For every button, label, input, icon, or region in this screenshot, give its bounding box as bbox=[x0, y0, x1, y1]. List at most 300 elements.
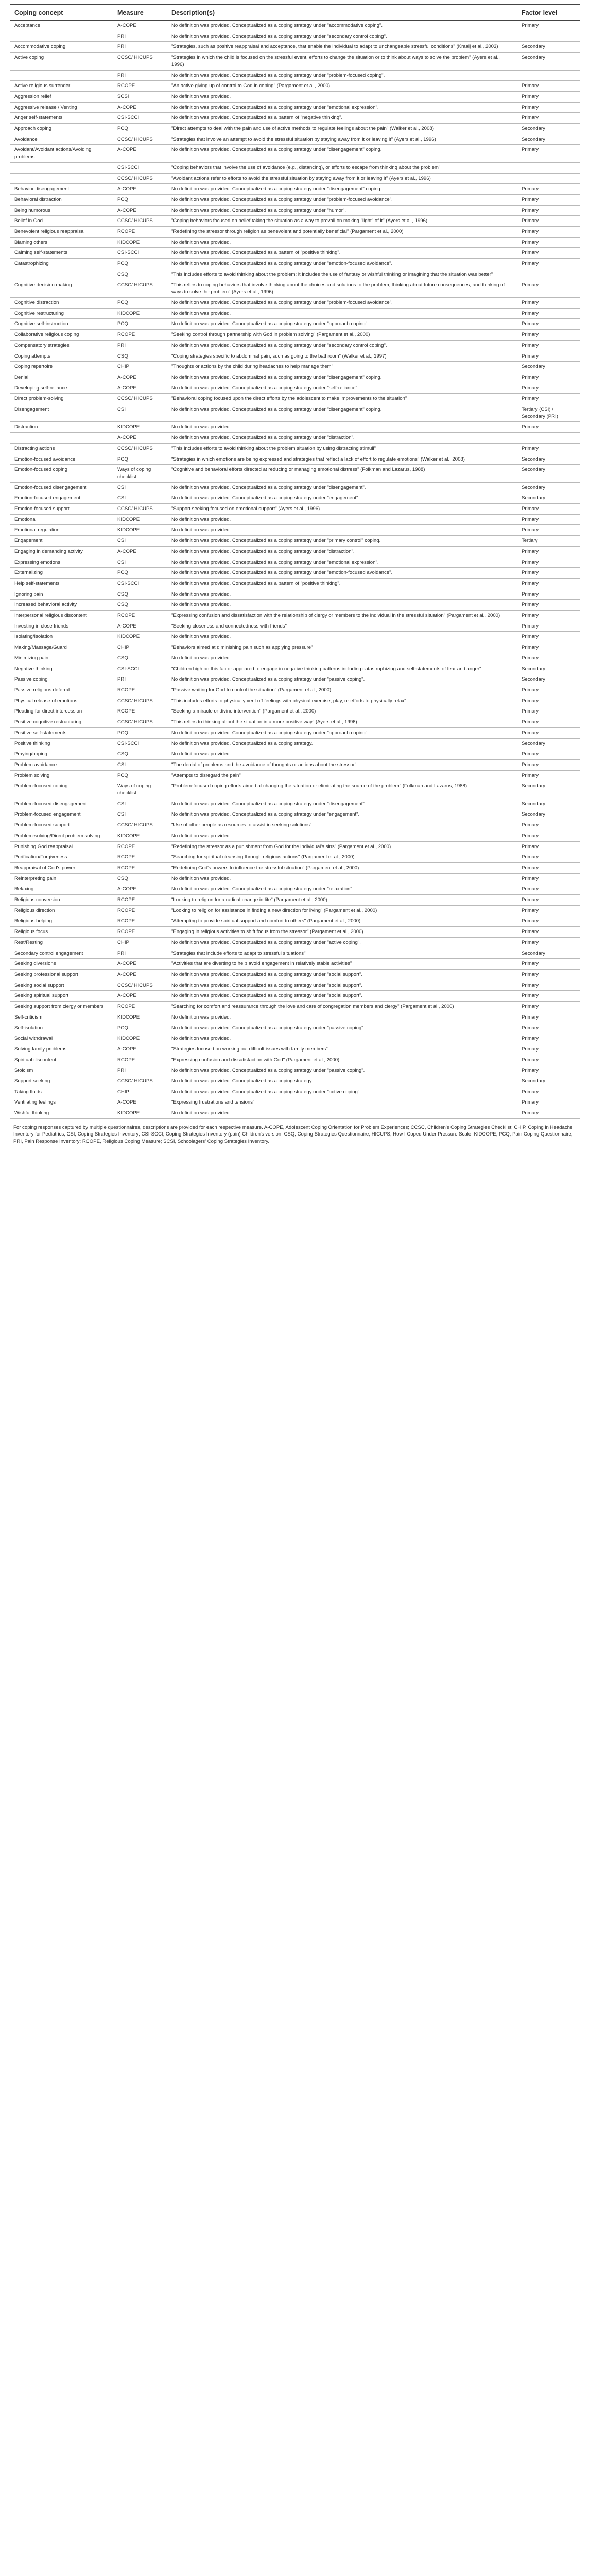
table-row bbox=[10, 873, 580, 884]
coping-concept-cell: Emotional bbox=[10, 514, 113, 525]
measure-cell: CSI bbox=[113, 759, 167, 770]
factor-level-cell: Primary bbox=[517, 927, 580, 938]
description-cell: "Engaging in religious activities to shift focus from the stressor" (Pargament et al., 2000) bbox=[167, 927, 517, 938]
measure-cell: CCSC/ HICUPS bbox=[113, 820, 167, 831]
measure-cell: PCQ bbox=[113, 194, 167, 205]
table-row bbox=[10, 1033, 580, 1044]
table-row bbox=[10, 862, 580, 873]
description-cell: No definition was provided. Conceptualized as a coping strategy under "approach coping". bbox=[167, 319, 517, 330]
factor-level-cell: Primary bbox=[517, 194, 580, 205]
coping-concept-cell: Benevolent religious reappraisal bbox=[10, 227, 113, 238]
measure-cell: CHIP bbox=[113, 1087, 167, 1097]
measure-cell: PCQ bbox=[113, 727, 167, 738]
description-cell: No definition was provided. Conceptualized as a coping strategy under "disengagement". bbox=[167, 482, 517, 493]
measure-cell: CSI-SCCI bbox=[113, 248, 167, 259]
factor-level-cell: Secondary bbox=[517, 781, 580, 799]
table-row bbox=[10, 738, 580, 749]
coping-concept-cell: Denial bbox=[10, 372, 113, 383]
measure-cell: KIDCOPE bbox=[113, 1108, 167, 1119]
factor-level-cell: Primary bbox=[517, 916, 580, 927]
description-cell: No definition was provided. Conceptualized as a pattern of "positive thinking". bbox=[167, 248, 517, 259]
measure-cell: Ways of coping checklist bbox=[113, 465, 167, 482]
factor-level-cell: Secondary bbox=[517, 454, 580, 465]
description-cell: "Cognitive and behavioral efforts directed at reducing or managing emotional distress" (Folkman and Lazarus, 1988) bbox=[167, 465, 517, 482]
factor-level-cell: Primary bbox=[517, 685, 580, 696]
table-row bbox=[10, 42, 580, 53]
factor-level-cell: Primary bbox=[517, 884, 580, 895]
measure-cell: KIDCOPE bbox=[113, 237, 167, 248]
coping-concept-cell: Problem avoidance bbox=[10, 759, 113, 770]
table-row bbox=[10, 308, 580, 319]
description-cell: "Strategies, such as positive reappraisal and acceptance, that enable the individual to adapt to unchangeable stressful conditions" (Kraaij et al., 2003) bbox=[167, 42, 517, 53]
table-row bbox=[10, 916, 580, 927]
description-cell: No definition was provided. Conceptualized as a coping strategy under "passive coping". bbox=[167, 1023, 517, 1033]
table-row bbox=[10, 632, 580, 642]
header-coping-concept: Coping concept bbox=[10, 5, 113, 21]
factor-level-cell: Primary bbox=[517, 905, 580, 916]
measure-cell: PRI bbox=[113, 1065, 167, 1076]
coping-concept-cell: Cognitive decision making bbox=[10, 280, 113, 297]
measure-cell: CHIP bbox=[113, 642, 167, 653]
factor-level-cell: Primary bbox=[517, 1055, 580, 1065]
table-row bbox=[10, 809, 580, 820]
measure-cell: A-COPE bbox=[113, 1097, 167, 1108]
description-cell: No definition was provided. Conceptualized as a coping strategy under "problem-focused avoidance". bbox=[167, 297, 517, 308]
measure-cell: CCSC/ HICUPS bbox=[113, 280, 167, 297]
factor-level-cell: Primary bbox=[517, 319, 580, 330]
table-row bbox=[10, 102, 580, 113]
measure-cell: CCSC/ HICUPS bbox=[113, 394, 167, 404]
coping-concept-cell: Engaging in demanding activity bbox=[10, 546, 113, 557]
measure-cell: KIDCOPE bbox=[113, 632, 167, 642]
factor-level-cell: Primary bbox=[517, 759, 580, 770]
coping-concept-cell: Purification/Forgiveness bbox=[10, 852, 113, 863]
measure-cell: RCOPE bbox=[113, 611, 167, 621]
description-cell: No definition was provided. bbox=[167, 422, 517, 433]
table-row bbox=[10, 70, 580, 81]
measure-cell: Ways of coping checklist bbox=[113, 781, 167, 799]
description-cell: "This refers to coping behaviors that involve thinking about the choices and solutions to the problem; thinking about future consequences, and thinking of ways to solve the problem" (Ayers et al., 1996) bbox=[167, 280, 517, 297]
table-row bbox=[10, 31, 580, 42]
coping-concept-cell: Physical release of emotions bbox=[10, 696, 113, 706]
table-row bbox=[10, 546, 580, 557]
factor-level-cell: Primary bbox=[517, 937, 580, 948]
table-row bbox=[10, 1012, 580, 1023]
coping-concept-cell: Interpersonal religious discontent bbox=[10, 611, 113, 621]
description-cell: No definition was provided. Conceptualized as a coping strategy under "distraction". bbox=[167, 546, 517, 557]
factor-level-cell: Primary bbox=[517, 351, 580, 362]
coping-concept-cell: Disengagement bbox=[10, 404, 113, 422]
description-cell: No definition was provided. Conceptualized as a coping strategy. bbox=[167, 1076, 517, 1087]
factor-level-cell: Primary bbox=[517, 600, 580, 611]
description-cell: No definition was provided. Conceptualized as a coping strategy under "relaxation". bbox=[167, 884, 517, 895]
coping-concept-cell: Seeking support from clergy or members bbox=[10, 1002, 113, 1012]
table-row bbox=[10, 969, 580, 980]
factor-level-cell: Primary bbox=[517, 1065, 580, 1076]
measure-cell: A-COPE bbox=[113, 621, 167, 632]
description-cell: "Support seeking focused on emotional support" (Ayers et al., 1996) bbox=[167, 504, 517, 515]
measure-cell: RCOPE bbox=[113, 227, 167, 238]
description-cell: No definition was provided. bbox=[167, 589, 517, 600]
factor-level-cell: Primary bbox=[517, 504, 580, 515]
factor-level-cell: Primary bbox=[517, 969, 580, 980]
description-cell: "Behavioral coping focused upon the direct efforts by the adolescent to make improvements to the situation" bbox=[167, 394, 517, 404]
coping-concept-cell: Calming self-statements bbox=[10, 248, 113, 259]
table-row bbox=[10, 124, 580, 134]
table-row bbox=[10, 1108, 580, 1119]
table-row bbox=[10, 727, 580, 738]
table-row bbox=[10, 216, 580, 227]
description-cell: "The denial of problems and the avoidance of thoughts or actions about the stressor" bbox=[167, 759, 517, 770]
table-body bbox=[10, 21, 580, 1119]
measure-cell: CSI-SCCI bbox=[113, 578, 167, 589]
table-row bbox=[10, 383, 580, 394]
measure-cell: A-COPE bbox=[113, 969, 167, 980]
table-row bbox=[10, 394, 580, 404]
factor-level-cell: Secondary bbox=[517, 53, 580, 70]
coping-concept-cell: Problem-solving/Direct problem solving bbox=[10, 831, 113, 841]
description-cell: No definition was provided. bbox=[167, 600, 517, 611]
factor-level-cell: Primary bbox=[517, 443, 580, 454]
measure-cell: PCQ bbox=[113, 297, 167, 308]
table-row bbox=[10, 259, 580, 269]
table-row bbox=[10, 770, 580, 781]
coping-concept-cell: Ventilating feelings bbox=[10, 1097, 113, 1108]
table-row bbox=[10, 362, 580, 372]
table-row bbox=[10, 696, 580, 706]
coping-concept-cell: Stoicism bbox=[10, 1065, 113, 1076]
description-cell: "Strategies focused on working out difficult issues with family members" bbox=[167, 1044, 517, 1055]
measure-cell: CCSC/ HICUPS bbox=[113, 216, 167, 227]
factor-level-cell: Primary bbox=[517, 308, 580, 319]
factor-level-cell: Tertiary (CSI) / Secondary (PRI) bbox=[517, 404, 580, 422]
table-row bbox=[10, 330, 580, 341]
measure-cell: CCSC/ HICUPS bbox=[113, 53, 167, 70]
measure-cell: A-COPE bbox=[113, 959, 167, 970]
table-row bbox=[10, 21, 580, 31]
measure-cell: A-COPE bbox=[113, 184, 167, 195]
table-row bbox=[10, 280, 580, 297]
description-cell: No definition was provided. Conceptualized as a pattern of "positive thinking". bbox=[167, 578, 517, 589]
coping-concept-cell bbox=[10, 70, 113, 81]
table-row bbox=[10, 706, 580, 717]
measure-cell: CSI bbox=[113, 809, 167, 820]
table-row bbox=[10, 504, 580, 515]
description-cell: "Strategies in which emotions are being expressed and strategies that reflect a lack of effort to regulate emotions" (Walker et al., 2008) bbox=[167, 454, 517, 465]
table-row bbox=[10, 340, 580, 351]
measure-cell: RCOPE bbox=[113, 916, 167, 927]
measure-cell: A-COPE bbox=[113, 991, 167, 1002]
measure-cell: CSI bbox=[113, 482, 167, 493]
description-cell: No definition was provided. bbox=[167, 749, 517, 760]
coping-concept-cell: Seeking spiritual support bbox=[10, 991, 113, 1002]
coping-concept-cell: Positive thinking bbox=[10, 738, 113, 749]
measure-cell: RCOPE bbox=[113, 1002, 167, 1012]
measure-cell: PCQ bbox=[113, 770, 167, 781]
coping-concept-cell: Social withdrawal bbox=[10, 1033, 113, 1044]
description-cell: No definition was provided. Conceptualized as a coping strategy under "emotional expression". bbox=[167, 102, 517, 113]
description-cell: No definition was provided. Conceptualized as a coping strategy under "primary control" coping. bbox=[167, 536, 517, 547]
table-row bbox=[10, 482, 580, 493]
factor-level-cell: Primary bbox=[517, 727, 580, 738]
factor-level-cell: Primary bbox=[517, 696, 580, 706]
description-cell: "Searching for spiritual cleansing through religious actions" (Pargament et al., 2000) bbox=[167, 852, 517, 863]
factor-level-cell: Primary bbox=[517, 525, 580, 536]
factor-level-cell: Primary bbox=[517, 184, 580, 195]
table-row bbox=[10, 759, 580, 770]
coping-concept-cell: Problem-focused disengagement bbox=[10, 799, 113, 809]
coping-concept-cell: Self-isolation bbox=[10, 1023, 113, 1033]
description-cell: No definition was provided. bbox=[167, 1108, 517, 1119]
measure-cell: A-COPE bbox=[113, 372, 167, 383]
factor-level-cell: Secondary bbox=[517, 124, 580, 134]
description-cell: No definition was provided. Conceptualized as a coping strategy under "passive coping". bbox=[167, 674, 517, 685]
measure-cell: RCOPE bbox=[113, 81, 167, 92]
factor-level-cell: Primary bbox=[517, 1044, 580, 1055]
factor-level-cell: Primary bbox=[517, 248, 580, 259]
coping-concept-cell: Direct problem-solving bbox=[10, 394, 113, 404]
description-cell: No definition was provided. bbox=[167, 831, 517, 841]
factor-level-cell bbox=[517, 173, 580, 184]
factor-level-cell: Primary bbox=[517, 568, 580, 579]
coping-concept-cell: Negative thinking bbox=[10, 664, 113, 674]
description-cell: No definition was provided. Conceptualized as a pattern of "negative thinking". bbox=[167, 113, 517, 124]
table-row bbox=[10, 937, 580, 948]
description-cell: "This includes efforts to physically vent off feelings with physical exercise, play, or efforts to physically relax" bbox=[167, 696, 517, 706]
description-cell: "Looking to religion for a radical change in life" (Pargament et al., 2000) bbox=[167, 895, 517, 906]
table-row bbox=[10, 514, 580, 525]
coping-concept-cell: Acceptance bbox=[10, 21, 113, 31]
factor-level-cell: Primary bbox=[517, 1033, 580, 1044]
factor-level-cell: Primary bbox=[517, 1097, 580, 1108]
table-row bbox=[10, 749, 580, 760]
coping-concept-cell: Seeking diversions bbox=[10, 959, 113, 970]
table-row bbox=[10, 184, 580, 195]
coping-concept-cell: Avoidant/Avoidant actions/Avoiding problems bbox=[10, 145, 113, 162]
description-cell: "Behaviors aimed at diminishing pain such as applying pressure" bbox=[167, 642, 517, 653]
coping-concept-cell bbox=[10, 173, 113, 184]
measure-cell: PCQ bbox=[113, 1023, 167, 1033]
table-row bbox=[10, 269, 580, 280]
measure-cell: CSI-SCCI bbox=[113, 113, 167, 124]
description-cell: "Expressing frustrations and tensions" bbox=[167, 1097, 517, 1108]
factor-level-cell: Secondary bbox=[517, 42, 580, 53]
description-cell: No definition was provided. bbox=[167, 653, 517, 664]
table-row bbox=[10, 589, 580, 600]
description-cell: "An active giving up of control to God in coping" (Pargament et al., 2000) bbox=[167, 81, 517, 92]
table-row bbox=[10, 1076, 580, 1087]
coping-concept-cell bbox=[10, 31, 113, 42]
measure-cell: CSQ bbox=[113, 269, 167, 280]
description-cell: "Use of other people as resources to assist in seeking solutions" bbox=[167, 820, 517, 831]
table-row bbox=[10, 1087, 580, 1097]
table-row bbox=[10, 525, 580, 536]
coping-concept-cell: Anger self-statements bbox=[10, 113, 113, 124]
coping-concept-cell: Rest/Resting bbox=[10, 937, 113, 948]
table-row bbox=[10, 227, 580, 238]
table-row bbox=[10, 372, 580, 383]
description-cell: No definition was provided. bbox=[167, 308, 517, 319]
measure-cell: CSQ bbox=[113, 873, 167, 884]
table-row bbox=[10, 959, 580, 970]
factor-level-cell: Secondary bbox=[517, 799, 580, 809]
measure-cell: SCSI bbox=[113, 91, 167, 102]
description-cell: "Seeking a miracle or divine intervention" (Pargament et al., 2000) bbox=[167, 706, 517, 717]
description-cell: "Children high on this factor appeared to engage in negative thinking patterns including catastrophizing and self-statements of fear and anger" bbox=[167, 664, 517, 674]
coping-concept-cell: Seeking professional support bbox=[10, 969, 113, 980]
factor-level-cell: Primary bbox=[517, 280, 580, 297]
coping-concept-cell: Solving family problems bbox=[10, 1044, 113, 1055]
header-measure: Measure bbox=[113, 5, 167, 21]
factor-level-cell: Primary bbox=[517, 980, 580, 991]
measure-cell: KIDCOPE bbox=[113, 308, 167, 319]
description-cell: No definition was provided. Conceptualized as a coping strategy under "disengagement" coping. bbox=[167, 404, 517, 422]
coping-concept-cell: Behavioral distraction bbox=[10, 194, 113, 205]
coping-concept-cell: Compensatory strategies bbox=[10, 340, 113, 351]
table-row bbox=[10, 685, 580, 696]
description-cell: "This includes efforts to avoid thinking about the problem; it includes the use of fantasy or wishful thinking or imagining that the situation was better" bbox=[167, 269, 517, 280]
coping-concept-cell: Coping attempts bbox=[10, 351, 113, 362]
table-row bbox=[10, 884, 580, 895]
coping-concept-cell: Spiritual discontent bbox=[10, 1055, 113, 1065]
measure-cell: CSQ bbox=[113, 589, 167, 600]
measure-cell: CSI bbox=[113, 404, 167, 422]
description-cell: No definition was provided. Conceptualized as a coping strategy under "self-reliance". bbox=[167, 383, 517, 394]
description-cell: No definition was provided. Conceptualized as a coping strategy under "disengagement" coping. bbox=[167, 372, 517, 383]
factor-level-cell: Primary bbox=[517, 653, 580, 664]
table-row bbox=[10, 653, 580, 664]
factor-level-cell: Secondary bbox=[517, 948, 580, 959]
description-cell: "Redefining the stressor through religion as benevolent and potentially beneficial" (Pargament et al., 2000) bbox=[167, 227, 517, 238]
description-cell: No definition was provided. Conceptualized as a coping strategy under "active coping". bbox=[167, 937, 517, 948]
factor-level-cell: Primary bbox=[517, 873, 580, 884]
table-row bbox=[10, 454, 580, 465]
measure-cell: KIDCOPE bbox=[113, 1033, 167, 1044]
factor-level-cell: Primary bbox=[517, 642, 580, 653]
table-row bbox=[10, 1002, 580, 1012]
table-header bbox=[10, 5, 580, 21]
coping-concept-cell: Distracting actions bbox=[10, 443, 113, 454]
coping-concept-cell: Expressing emotions bbox=[10, 557, 113, 568]
measure-cell: RCOPE bbox=[113, 841, 167, 852]
coping-concept-cell: Positive self-statements bbox=[10, 727, 113, 738]
table-row bbox=[10, 895, 580, 906]
table-row bbox=[10, 852, 580, 863]
table-row bbox=[10, 642, 580, 653]
description-cell: "Looking to religion for assistance in finding a new direction for living" (Pargament et al., 2000) bbox=[167, 905, 517, 916]
measure-cell: PCQ bbox=[113, 454, 167, 465]
description-cell: No definition was provided. Conceptualized as a coping strategy under "social support". bbox=[167, 980, 517, 991]
table-row bbox=[10, 433, 580, 444]
factor-level-cell: Primary bbox=[517, 611, 580, 621]
table-row bbox=[10, 948, 580, 959]
measure-cell: CCSC/ HICUPS bbox=[113, 443, 167, 454]
measure-cell: KIDCOPE bbox=[113, 525, 167, 536]
measure-cell: CSQ bbox=[113, 351, 167, 362]
measure-cell: RCOPE bbox=[113, 895, 167, 906]
coping-concept-cell: Cognitive self-instruction bbox=[10, 319, 113, 330]
coping-concept-cell: Religious focus bbox=[10, 927, 113, 938]
measure-cell: CCSC/ HICUPS bbox=[113, 696, 167, 706]
table-row bbox=[10, 404, 580, 422]
description-cell: No definition was provided. Conceptualized as a coping strategy under "disengagement" coping. bbox=[167, 184, 517, 195]
factor-level-cell: Secondary bbox=[517, 134, 580, 145]
measure-cell: PRI bbox=[113, 70, 167, 81]
description-cell: No definition was provided. bbox=[167, 632, 517, 642]
measure-cell: CSI-SCCI bbox=[113, 162, 167, 173]
measure-cell: CCSC/ HICUPS bbox=[113, 1076, 167, 1087]
factor-level-cell: Primary bbox=[517, 383, 580, 394]
coping-concept-cell: Emotion-focused engagement bbox=[10, 493, 113, 504]
factor-level-cell bbox=[517, 31, 580, 42]
description-cell: No definition was provided. Conceptualized as a coping strategy under "active coping". bbox=[167, 1087, 517, 1097]
description-cell: "Redefining the stressor as a punishment from God for the individual's sins" (Pargament et al., 2000) bbox=[167, 841, 517, 852]
description-cell: No definition was provided. Conceptualized as a coping strategy under "problem-focused coping". bbox=[167, 70, 517, 81]
measure-cell: CSI bbox=[113, 557, 167, 568]
table-row bbox=[10, 799, 580, 809]
coping-concept-cell: Catastrophizing bbox=[10, 259, 113, 269]
description-cell: "Direct attempts to deal with the pain and use of active methods to regulate feelings about the pain" (Walker et al., 2008) bbox=[167, 124, 517, 134]
description-cell: "Strategies that include efforts to adapt to stressful situations" bbox=[167, 948, 517, 959]
coping-concept-cell: Cognitive restructuring bbox=[10, 308, 113, 319]
factor-level-cell: Primary bbox=[517, 113, 580, 124]
measure-cell: KIDCOPE bbox=[113, 514, 167, 525]
description-cell: "Expressing confusion and dissatisfaction with the relationship of clergy or members to the individual in the stressful situation" (Pargament et al., 2000) bbox=[167, 611, 517, 621]
factor-level-cell: Primary bbox=[517, 557, 580, 568]
measure-cell: PRI bbox=[113, 42, 167, 53]
coping-concept-cell: Passive coping bbox=[10, 674, 113, 685]
coping-concept-cell: Blaming others bbox=[10, 237, 113, 248]
factor-level-cell: Primary bbox=[517, 145, 580, 162]
factor-level-cell: Primary bbox=[517, 514, 580, 525]
measure-cell: A-COPE bbox=[113, 205, 167, 216]
measure-cell: CHIP bbox=[113, 937, 167, 948]
coping-concept-cell: Pleading for direct intercession bbox=[10, 706, 113, 717]
factor-level-cell: Secondary bbox=[517, 482, 580, 493]
factor-level-cell bbox=[517, 162, 580, 173]
table-row bbox=[10, 1044, 580, 1055]
coping-concept-cell bbox=[10, 269, 113, 280]
description-cell: "Attempting to provide spiritual support and comfort to others" (Pargament et al., 2000) bbox=[167, 916, 517, 927]
header-descriptions: Description(s) bbox=[167, 5, 517, 21]
factor-level-cell: Primary bbox=[517, 21, 580, 31]
table-row bbox=[10, 237, 580, 248]
coping-concepts-table bbox=[10, 4, 580, 1119]
coping-concept-cell: Active religious surrender bbox=[10, 81, 113, 92]
coping-concept-cell: Seeking social support bbox=[10, 980, 113, 991]
factor-level-cell: Primary bbox=[517, 770, 580, 781]
description-cell: No definition was provided. Conceptualized as a coping strategy under "social support". bbox=[167, 969, 517, 980]
coping-concept-cell: Cognitive distraction bbox=[10, 297, 113, 308]
factor-level-cell: Primary bbox=[517, 546, 580, 557]
coping-concept-cell: Problem-focused support bbox=[10, 820, 113, 831]
description-cell: No definition was provided. bbox=[167, 873, 517, 884]
coping-concept-cell: Problem solving bbox=[10, 770, 113, 781]
table-row bbox=[10, 557, 580, 568]
coping-concept-cell: Support seeking bbox=[10, 1076, 113, 1087]
description-cell: No definition was provided. Conceptualized as a coping strategy under "disengagement". bbox=[167, 799, 517, 809]
description-cell: No definition was provided. bbox=[167, 514, 517, 525]
table-row bbox=[10, 113, 580, 124]
description-cell: "Coping behaviors focused on belief taking the situation as a way to prevail on making "light" of it" (Ayers et al., 1996) bbox=[167, 216, 517, 227]
factor-level-cell: Primary bbox=[517, 91, 580, 102]
measure-cell: CSI bbox=[113, 493, 167, 504]
factor-level-cell: Primary bbox=[517, 1002, 580, 1012]
coping-concept-cell: Emotion-focused avoidance bbox=[10, 454, 113, 465]
measure-cell: CSI-SCCI bbox=[113, 664, 167, 674]
table-row bbox=[10, 319, 580, 330]
measure-cell: A-COPE bbox=[113, 21, 167, 31]
